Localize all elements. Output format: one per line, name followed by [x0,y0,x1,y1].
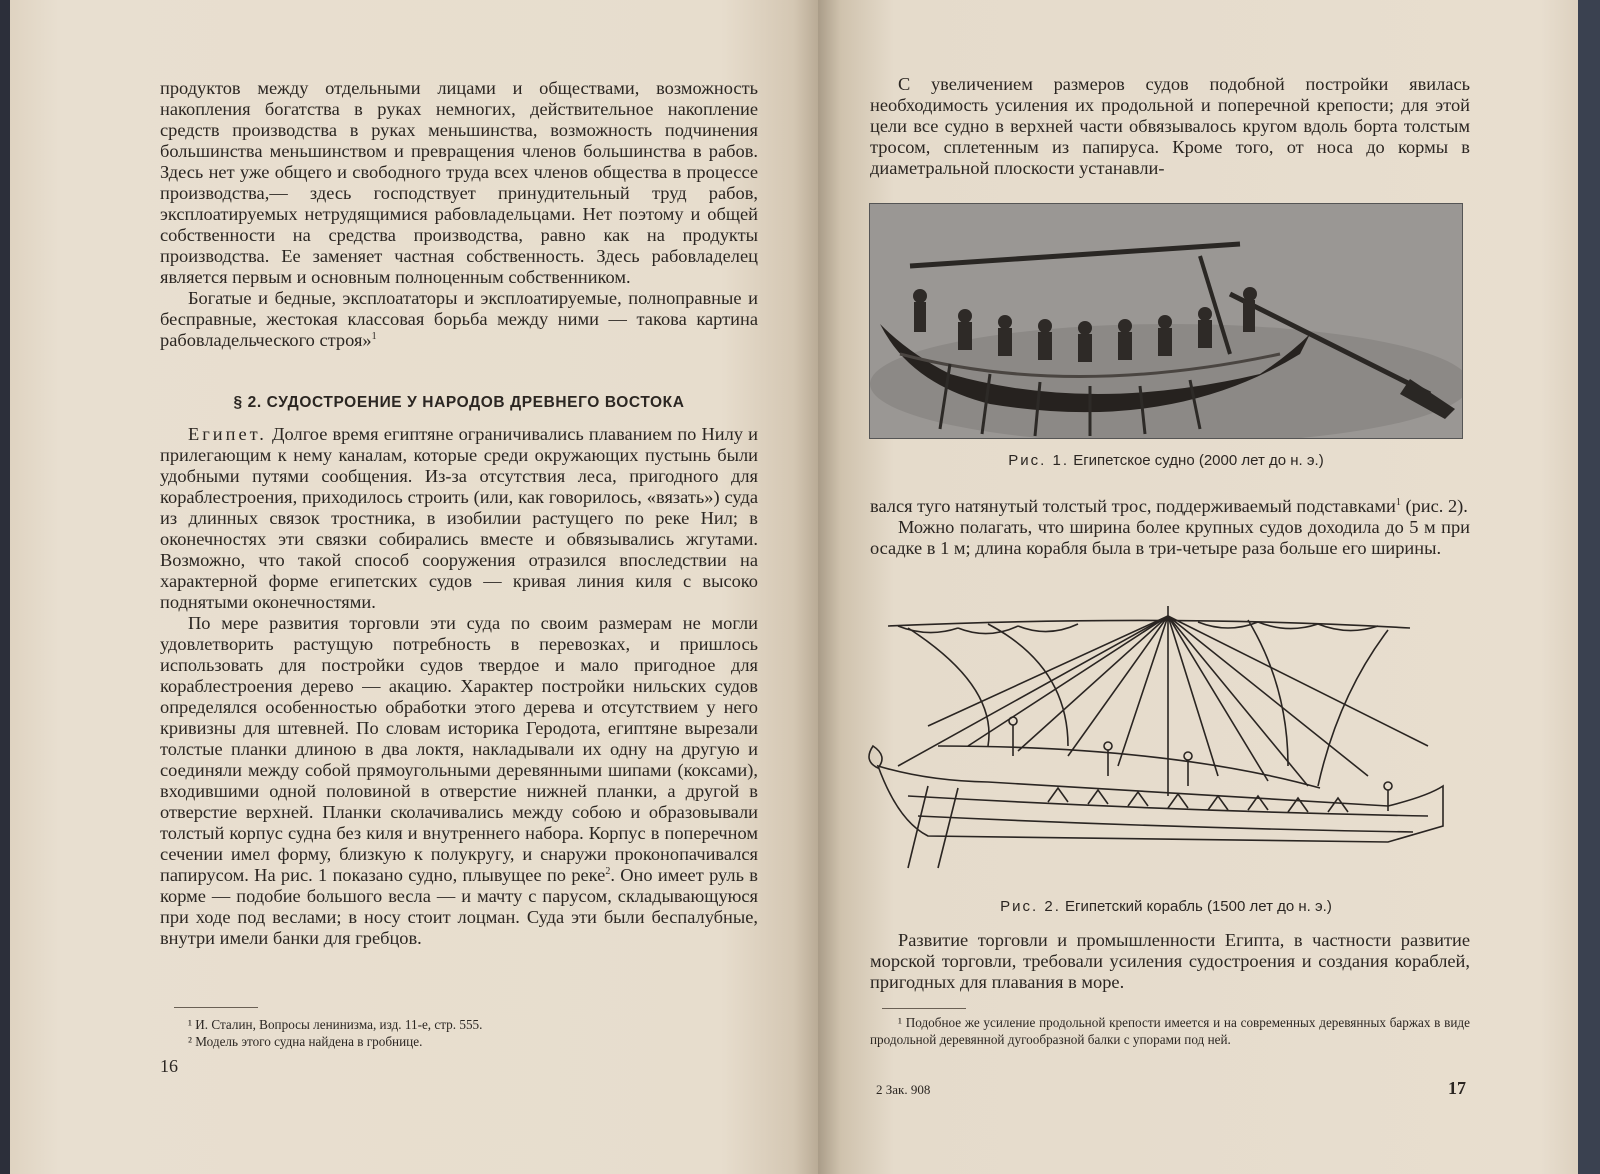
egypt-paragraph [160,424,758,613]
right-footnote-rule [882,1008,966,1009]
trade-text-a: По мере развития торговли эти суда по своим размерам не могли удовлетворить растущую потребность в перевозках, и пришлось использовать для постройки судов твердое и мало пригодное для кораблестроения дерево — акацию. Характер постройки нильских судов определялся особенностью обработки этого дерева и отсутствием у него кривизны для штевней. По словам историка Геродота, египтяне вырезали толстые планки длиною в два локтя, накладывали их одну на другую и соединяли между собой прямоугольными деревянными шипами (коксами), входившими одной половиной в отверстие нижней планки, а другой в отверстие верхней. Планки сколачивались между собою и образовывали толстый корпус судна без киля и внутреннего набора. Корпус в поперечном сечении имел форму, близкую к полукругу, и снаружи проконопачивался папирусом. На рис. 1 показано судно, плывущее по реке [160,613,758,885]
book-cover-edge [1578,0,1600,1174]
right-top-text [870,74,1470,179]
right-footnotes [870,1014,1470,1048]
figure-1-label: Рис. 1. [1008,452,1070,469]
left-paragraph-1: продуктов между отдельными лицами и обществами, возможность накопления богатства в руках немногих, действительное накопление средств производства в руках меньшинства, возможность подчинения большинства меньшинством и превращения членов большинства в рабов. Здесь нет уже общего и свободного труда всех членов общества в процессе производства,— здесь господствует принудительный труд рабов, эксплоатируемых нетрудящимися рабовладельцами. Нет поэтому и общей собственности на средства производства, равно как на продукты производства. Ее заменяет частная собственность. Здесь рабовладелец является первым и основным полноценным собственником. [160,78,758,287]
trope-text-b: (рис. 2). [1400,496,1468,516]
footnote-ref-right: 1 [1395,496,1401,508]
footnote-ref-1: 1 [371,330,377,342]
page-number-right: 17 [1448,1078,1466,1098]
egyptian-boat-photo [870,204,1462,438]
right-paragraph-2 [870,496,1470,517]
egypt-text: Долгое время египтяне ограничивались плаванием по Нилу и прилегающим к нему каналам, которые среди окружающих пустынь были удобными путями сообщения. Из-за отсутствия леса, пригодного для кораблестроения, приходилось строить (или, как говорилось, «вязать») суда из длинных связок тростника, в изобилии растущего по реке Нил; в оконечностях эти связки собирались вместе и обвязывались жгутами. Возможно, что такой способ сооружения отразился впоследствии на характерной форме египетских судов — кривая линия киля с высоко поднятыми оконечностями. [160,424,758,612]
right-footnote-1: ¹ Подобное же усиление продольной крепости имеется и на современных деревянных баржах в виде продольной деревянной дугообразной балки с упорами под ней. [870,1015,1470,1047]
trade-text-b: . Оно имеет руль в корме — подобие большого весла — и мачту с парусом, складывающуюся при ходе под веслами; в носу стоит лоцман. Суда эти были беспалубные, внутри имели банки для гребцов. [160,865,758,948]
footnote-2: ² Модель этого судна найдена в гробнице. [188,1034,423,1049]
footnote-ref-2: 2 [605,865,611,877]
section-heading: § 2. СУДОСТРОЕНИЕ У НАРОДОВ ДРЕВНЕГО ВОСТОКА [233,394,685,411]
right-paragraph-1: С увеличением размеров судов подобной постройки явилась необходимость усиления их продольной и поперечной крепости; для этой цели все судно в верхней части обвязывалось кругом вдоль борта толстым тросом, сплетенным из папируса. Кроме того, от носа до кормы в диаметральной плоскости устанавли- [870,74,1470,178]
left-top-text [160,78,758,351]
left-footnote-rule [174,1007,258,1008]
figure-1-egyptian-boat [869,203,1463,439]
trope-text-a: вался туго натянутый толстый трос, поддерживаемый подставками [870,496,1396,516]
signature-mark: 2 Зак. 908 [876,1082,931,1097]
page-number-left: 16 [160,1056,178,1076]
trade-paragraph [160,613,758,949]
figure-2-caption [869,898,1463,915]
right-paragraph-3: Можно полагать, что ширина более крупных судов доходила до 5 м при осадке в 1 м; длина корабля была в три-четыре раза больше его ширины. [870,517,1470,558]
quote-text: Богатые и бедные, эксплоататоры и эксплоатируемые, полноправные и бесправные, жестокая классовая борьба между ними — такова картина рабовладельческого строя» [160,288,758,350]
left-paragraph-2 [160,288,758,351]
figure-2-egyptian-ship [868,606,1472,878]
footnote-1: ¹ И. Сталин, Вопросы ленинизма, изд. 11-е, стр. 555. [188,1017,483,1032]
right-bottom-text [870,930,1470,993]
left-body-text [160,424,758,949]
egyptian-ship-drawing [868,606,1472,878]
figure-1-caption [869,452,1463,469]
right-mid-text [870,496,1470,559]
egypt-lead: Египет. [188,424,267,444]
right-paragraph-4: Развитие торговли и промышленности Египта, в частности развитие морской торговли, требовали усиления судостроения и создания кораблей, пригодных для плавания в море. [870,930,1470,992]
left-footnotes [160,1016,758,1050]
figure-1-caption-text: Египетское судно (2000 лет до н. э.) [1073,452,1324,469]
figure-2-label: Рис. 2. [1000,898,1061,915]
figure-2-caption-text: Египетский корабль (1500 лет до н. э.) [1065,898,1332,915]
